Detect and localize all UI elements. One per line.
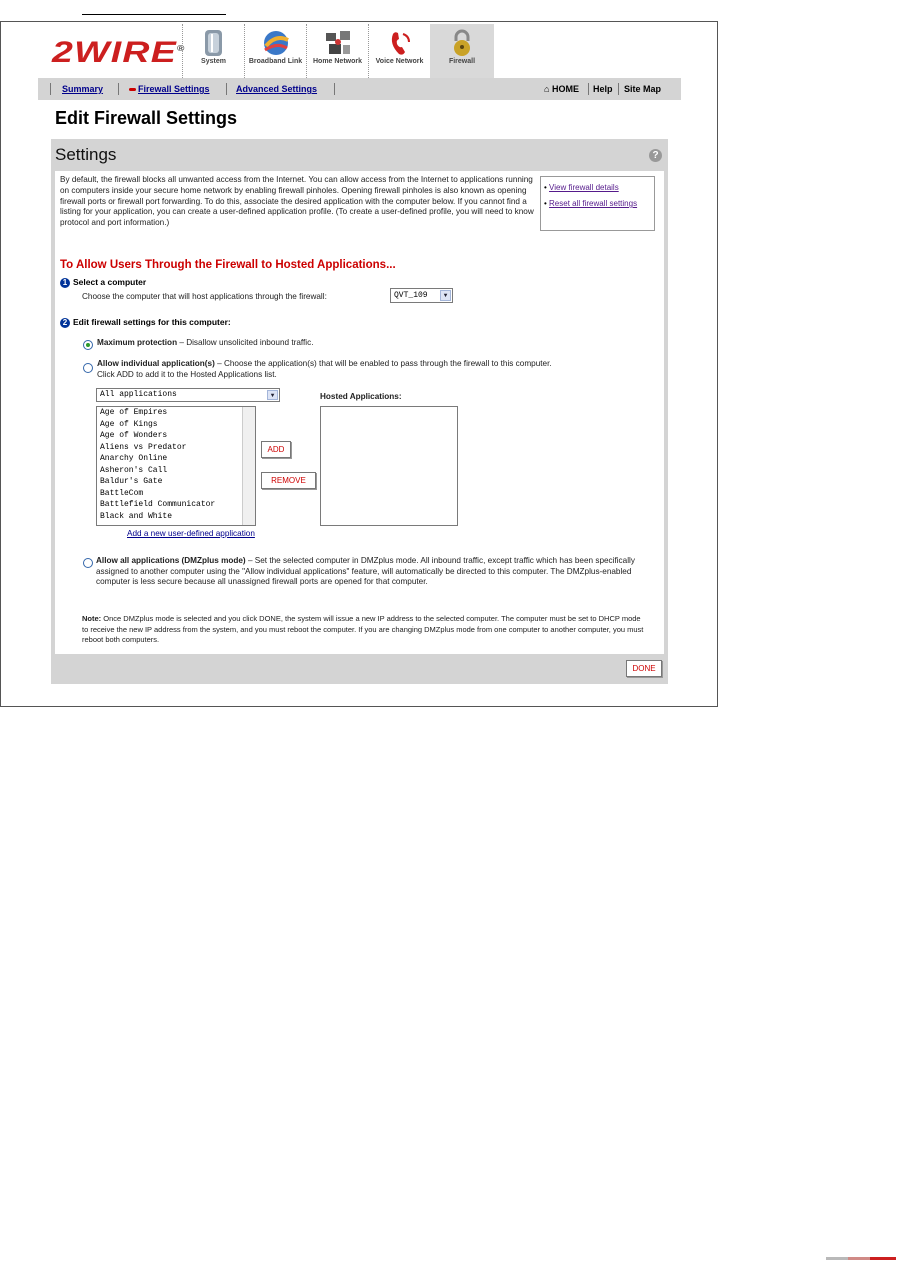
- step-number-badge: 1: [60, 278, 70, 288]
- separator: [118, 83, 119, 95]
- section-heading: To Allow Users Through the Firewall to Hosted Applications...: [60, 259, 396, 271]
- tab-home-network[interactable]: Home Network: [306, 24, 368, 78]
- current-indicator-icon: [129, 88, 136, 91]
- done-button[interactable]: DONE: [626, 660, 662, 677]
- footer-accent-pink: [848, 1257, 870, 1260]
- allow-individual-radio[interactable]: [83, 363, 93, 373]
- separator: [334, 83, 335, 95]
- computer-prompt: Choose the computer that will host applications through the firewall:: [82, 292, 327, 301]
- settings-body: [55, 171, 664, 654]
- chevron-down-icon: ▼: [267, 390, 278, 400]
- home-link[interactable]: ⌂ HOME: [544, 84, 579, 94]
- main-tabs: [182, 24, 494, 78]
- advanced-settings-link[interactable]: Advanced Settings: [236, 84, 318, 94]
- step-number-badge: 2: [60, 318, 70, 328]
- remove-button[interactable]: REMOVE: [261, 472, 316, 489]
- list-item[interactable]: Anarchy Online: [100, 454, 168, 463]
- sub-navigation: [38, 78, 681, 100]
- firewall-settings-link[interactable]: Firewall Settings: [129, 84, 210, 94]
- hosted-applications-list[interactable]: [320, 406, 458, 526]
- separator: [618, 83, 619, 95]
- add-user-defined-app-link[interactable]: Add a new user-defined application: [127, 529, 255, 538]
- allow-individual-text: Allow individual application(s) – Choose the application(s) that will be enabled to pass through the firewall to this computer. Click ADD to add it to the Hosted Applications list.: [97, 359, 552, 379]
- separator: [50, 83, 51, 95]
- panel-title: Settings: [55, 145, 117, 164]
- max-protection-text: Maximum protection – Disallow unsolicited inbound traffic.: [97, 338, 314, 347]
- list-item[interactable]: Age of Wonders: [100, 431, 168, 440]
- list-item[interactable]: BattleCom: [100, 488, 144, 498]
- list-scrollbar[interactable]: [242, 407, 255, 525]
- chevron-down-icon: ▼: [440, 290, 451, 301]
- reset-firewall-link[interactable]: Reset all firewall settings: [549, 199, 638, 208]
- page-title: Edit Firewall Settings: [55, 108, 238, 128]
- summary-link[interactable]: Summary: [62, 84, 104, 94]
- list-item[interactable]: Battlefield Communicator: [100, 500, 216, 509]
- footer-accent-red: [870, 1257, 896, 1260]
- list-item[interactable]: Age of Kings: [100, 419, 158, 429]
- settings-panel: [51, 139, 668, 684]
- house-icon: ⌂: [544, 84, 550, 94]
- list-item[interactable]: Black and White: [100, 511, 173, 521]
- dmzplus-note: Note: Once DMZplus mode is selected and you click DONE, the system will issue a new IP address to the selected computer. The computer must be set to DHCP mode to receive the new IP address from the system, and you must reboot the computer. If you are changing DMZplus mode from one computer to another computer, you must reboot both computers.: [82, 614, 644, 644]
- view-firewall-details-link[interactable]: View firewall details: [549, 183, 619, 192]
- computer-select[interactable]: QVT_109 ▼: [390, 288, 453, 303]
- dmzplus-text: Allow all applications (DMZplus mode) – Set the selected computer in DMZplus mode. All inbound traffic, except traffic which has been specifically assigned to another computer using the "Allow individual applications" feature, will automatically be directed to this computer. The DMZplus-enabled computer is less secure because all unassigned firewall ports are opened for that computer.: [96, 556, 635, 586]
- application-list[interactable]: [96, 406, 256, 526]
- list-item[interactable]: Asheron's Call: [100, 465, 168, 475]
- separator: [226, 83, 227, 95]
- list-item[interactable]: Baldur's Gate: [100, 477, 163, 486]
- top-rule: [82, 14, 226, 15]
- tab-broadband-link[interactable]: Broadband Link: [244, 24, 306, 78]
- application-filter-select[interactable]: All applications ▼: [96, 388, 280, 402]
- separator: [588, 83, 589, 95]
- add-button[interactable]: ADD: [261, 441, 291, 458]
- tab-system[interactable]: System: [182, 24, 244, 78]
- help-icon[interactable]: ?: [649, 149, 662, 162]
- tab-voice-network[interactable]: Voice Network: [368, 24, 430, 78]
- list-item[interactable]: Aliens vs Predator: [100, 442, 187, 452]
- step-2-heading: 2 Edit firewall settings for this computer:: [60, 317, 231, 328]
- step-1-heading: 1 Select a computer: [60, 277, 146, 288]
- max-protection-radio[interactable]: [83, 340, 93, 350]
- tab-firewall[interactable]: Firewall: [430, 24, 494, 78]
- footer-accent-gray: [826, 1257, 848, 1260]
- quick-links-box: • View firewall details • Reset all firewall settings: [540, 176, 655, 231]
- intro-text: By default, the firewall blocks all unwanted access from the Internet. You can allow access from the Internet to applications running on computers inside your secure home network by enabling firewall pinholes. Opening firewall pinholes is also known as opening firewall ports or firewall port forwarding. To do this, associate the desired application with the computer below. If you cannot find a listing for your application, you can create a user-defined application profile. (To create a user-defined profile, you will need to know protocol and port information.): [60, 175, 534, 228]
- hosted-applications-label: Hosted Applications:: [320, 392, 402, 401]
- brand-logo: 2WIRE®: [52, 36, 186, 69]
- site-map-link[interactable]: Site Map: [624, 84, 662, 94]
- list-item[interactable]: Age of Empires: [100, 408, 168, 417]
- help-link[interactable]: Help: [593, 84, 613, 94]
- dmzplus-radio[interactable]: [83, 558, 93, 568]
